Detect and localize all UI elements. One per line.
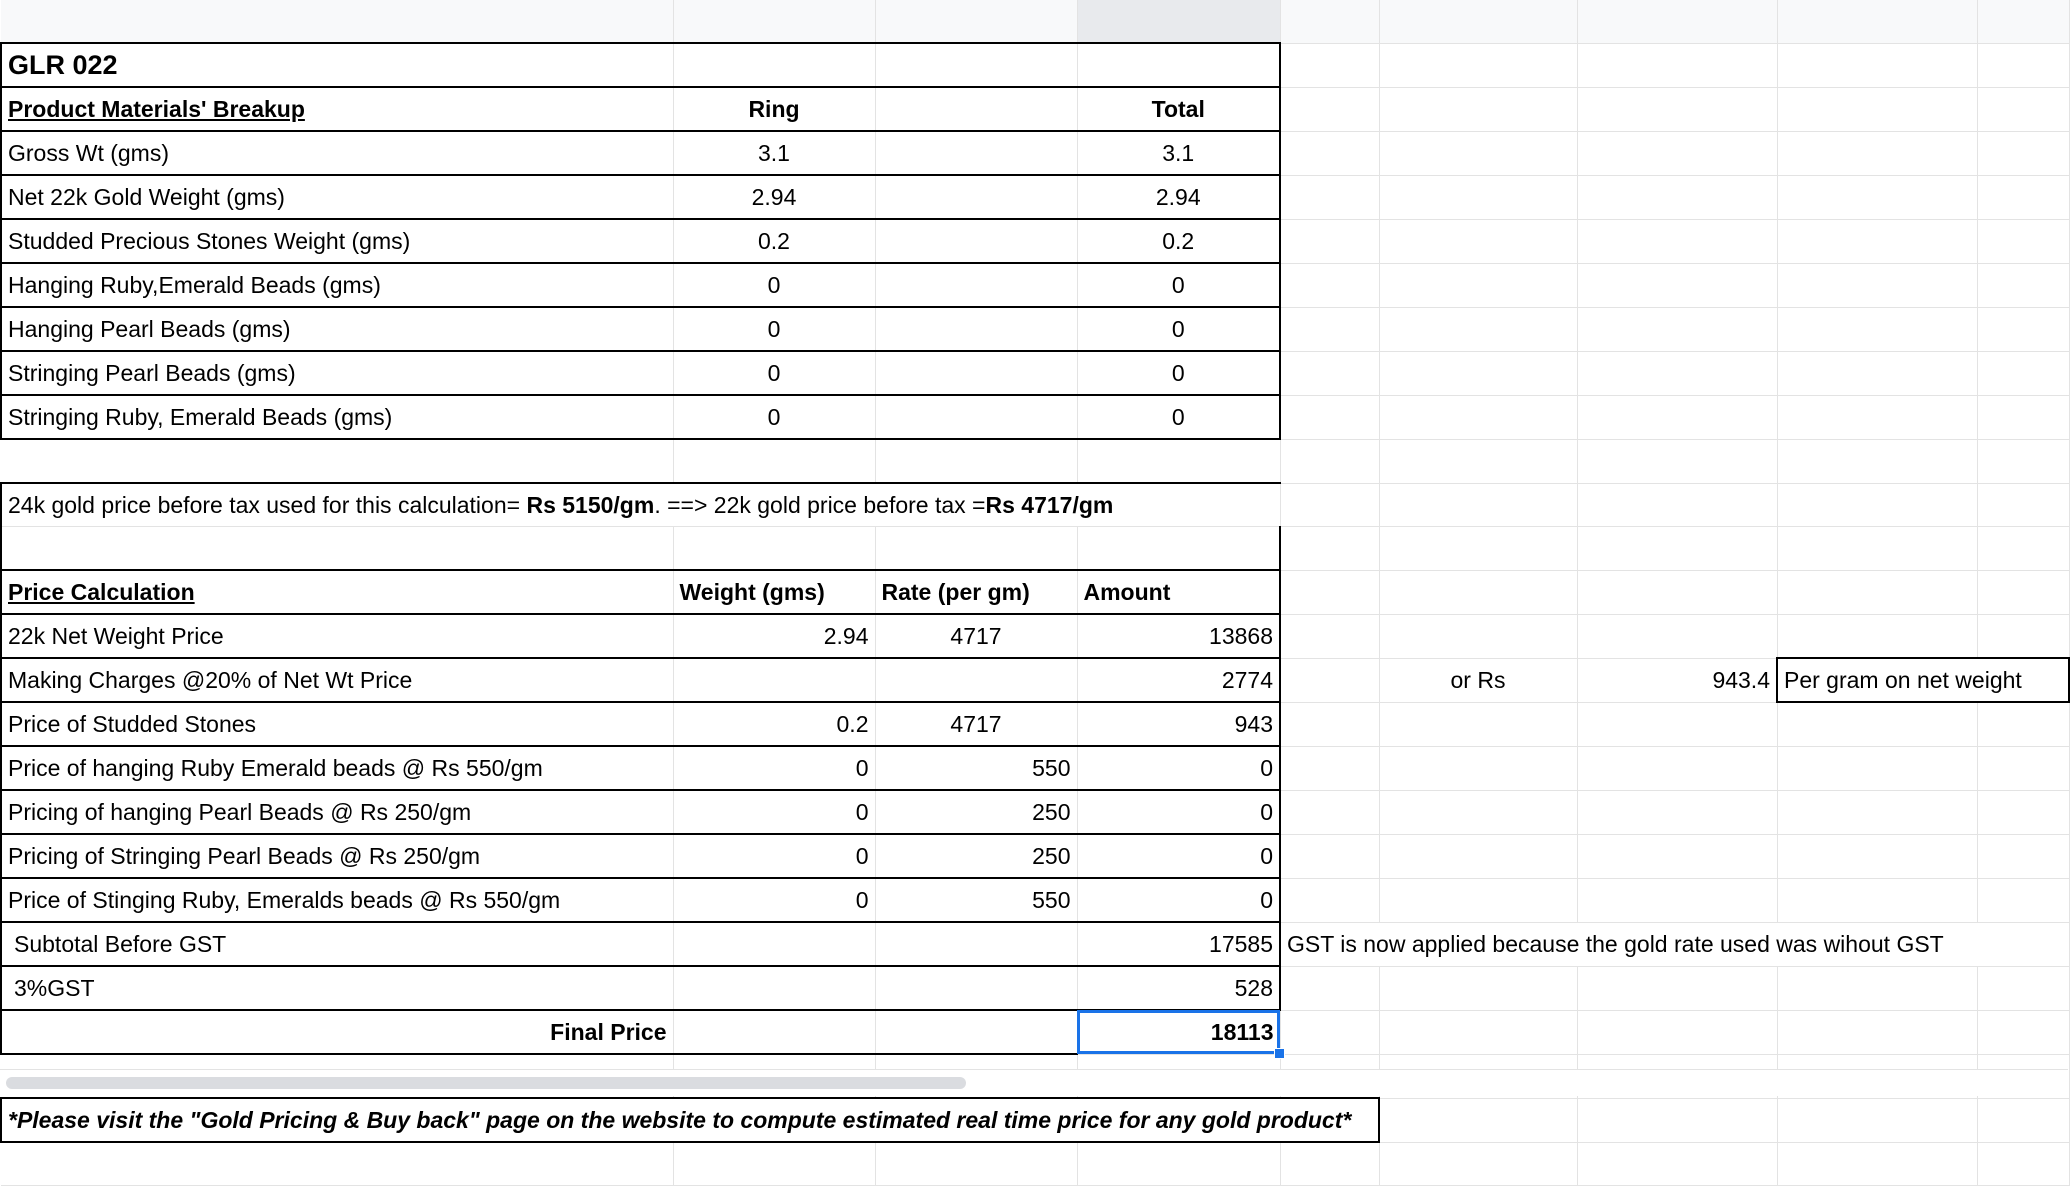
gst-label[interactable]: 3%GST [1,966,673,1010]
price-col-rate[interactable]: Rate (per gm) [875,570,1077,614]
cell-i[interactable] [1977,439,2069,483]
cell-f[interactable] [1379,483,1577,527]
column-header-a[interactable] [1,0,673,43]
cell-e[interactable] [1280,790,1379,834]
material-ring[interactable]: 0 [673,351,875,395]
cell-b[interactable] [673,1142,875,1186]
horizontal-scrollbar-thumb[interactable] [6,1077,966,1089]
cell-a[interactable] [1,527,673,571]
price-rate[interactable]: 4717 [875,614,1077,658]
cell-g[interactable] [1577,175,1777,219]
cell-g[interactable] [1577,439,1777,483]
rate-note-middle: . ==> 22k gold price before tax = [654,491,986,518]
cell-mh-g[interactable] [1577,87,1777,131]
cell-b[interactable] [673,527,875,571]
cell-f[interactable] [1379,1010,1577,1054]
cell-e[interactable] [1280,439,1379,483]
cell-e[interactable] [1280,966,1379,1010]
material-label[interactable]: Hanging Ruby,Emerald Beads (gms) [1,263,673,307]
cell-h[interactable] [1777,1098,1977,1142]
price-col-weight[interactable]: Weight (gms) [673,570,875,614]
cell-i[interactable] [1977,790,2069,834]
table-row[interactable] [1,351,2069,395]
cell-e[interactable] [1280,614,1379,658]
row-footer-note[interactable] [1,1098,2069,1142]
cell-b[interactable] [673,966,875,1010]
table-row[interactable] [1,614,2069,658]
price-rate[interactable] [875,658,1077,702]
cell-i[interactable] [1977,1010,2069,1054]
material-ring[interactable]: 2.94 [673,175,875,219]
material-label[interactable]: Net 22k Gold Weight (gms) [1,175,673,219]
footer-note[interactable]: *Please visit the "Gold Pricing & Buy back" page on the website to compute estimated real time price for any gold product* [1,1098,1379,1142]
cell-e[interactable] [1280,878,1379,922]
price-amount[interactable]: 2774 [1077,658,1280,702]
cell-e[interactable] [1280,483,1379,527]
cell-e[interactable] [1280,263,1379,307]
material-blank[interactable] [875,395,1077,439]
gst-amount[interactable]: 528 [1077,966,1280,1010]
price-label[interactable]: Pricing of hanging Pearl Beads @ Rs 250/gm [1,790,673,834]
material-label[interactable]: Stringing Pearl Beads (gms) [1,351,673,395]
gst-explanation-note[interactable]: GST is now applied because the gold rate used was wihout GST [1280,922,2069,966]
column-header-f[interactable] [1379,0,1577,43]
cell-title-e[interactable] [1280,43,1379,87]
table-row[interactable] [1,834,2069,878]
cell-c[interactable] [875,966,1077,1010]
rate-note-prefix: 24k gold price before tax used for this calculation= [8,491,527,518]
price-weight[interactable]: 2.94 [673,614,875,658]
cell-title-g[interactable] [1577,43,1777,87]
material-ring[interactable]: 3.1 [673,131,875,175]
table-row[interactable] [1,702,2069,746]
cell-g[interactable] [1577,483,1777,527]
table-row[interactable] [1,790,2069,834]
cell-f[interactable] [1379,395,1577,439]
cell-c[interactable] [875,1010,1077,1054]
table-row[interactable] [1,658,2069,702]
price-label[interactable]: Pricing of Stringing Pearl Beads @ Rs 250/gm [1,834,673,878]
cell-g[interactable] [1577,307,1777,351]
price-col-amount[interactable]: Amount [1077,570,1280,614]
cell-mh-f[interactable] [1379,87,1577,131]
price-weight[interactable] [673,658,875,702]
table-row[interactable] [1,878,2069,922]
price-label[interactable]: Making Charges @20% of Net Wt Price [1,658,673,702]
cell-c[interactable] [875,1142,1077,1186]
price-amount[interactable]: 0 [1077,746,1280,790]
document-title[interactable]: GLR 022 [1,43,673,87]
cell-e[interactable] [1280,1142,1379,1186]
cell-c[interactable] [875,439,1077,483]
cell-h[interactable] [1777,790,1977,834]
cell-i[interactable] [1977,834,2069,878]
cell-h[interactable] [1777,219,1977,263]
cell-h[interactable] [1777,834,1977,878]
price-amount[interactable]: 0 [1077,790,1280,834]
material-label[interactable]: Studded Precious Stones Weight (gms) [1,219,673,263]
price-amount[interactable]: 0 [1077,878,1280,922]
cell-a[interactable] [1,439,673,483]
cell-g[interactable] [1577,263,1777,307]
cell-e[interactable] [1280,175,1379,219]
cell-b[interactable] [673,439,875,483]
cell-e[interactable] [1280,307,1379,351]
material-ring[interactable]: 0 [673,307,875,351]
cell-i[interactable] [1977,263,2069,307]
cell-i[interactable] [1977,966,2069,1010]
row-spacer-2[interactable] [1,527,2069,571]
cell-h[interactable] [1777,439,1977,483]
cell-e[interactable] [1280,834,1379,878]
cell-f[interactable] [1379,527,1577,571]
materials-col-total[interactable]: Total [1077,87,1280,131]
material-blank[interactable] [875,263,1077,307]
material-total[interactable]: 2.94 [1077,175,1280,219]
cell-h[interactable] [1777,746,1977,790]
price-weight[interactable]: 0 [673,790,875,834]
cell-h[interactable] [1777,614,1977,658]
cell-title-h[interactable] [1777,43,1977,87]
cell-d[interactable] [1077,527,1280,571]
row-rate-note[interactable] [1,483,2069,527]
cell-g[interactable] [1577,966,1777,1010]
cell-e[interactable] [1280,658,1379,702]
cell-h[interactable] [1777,966,1977,1010]
final-price-label[interactable]: Final Price [1,1010,673,1054]
material-ring[interactable]: 0.2 [673,219,875,263]
row-spacer-1[interactable] [1,439,2069,483]
cell-f[interactable] [1379,878,1577,922]
cell-i[interactable] [1977,570,2069,614]
price-rate[interactable]: 550 [875,878,1077,922]
row-price-header[interactable] [1,570,2069,614]
cell-h[interactable] [1777,702,1977,746]
price-label[interactable]: 22k Net Weight Price [1,614,673,658]
cell-f[interactable] [1379,307,1577,351]
cell-h[interactable] [1777,131,1977,175]
material-label[interactable]: Stringing Ruby, Emerald Beads (gms) [1,395,673,439]
cell-f[interactable] [1379,1142,1577,1186]
cell-f[interactable] [1379,746,1577,790]
cell-i[interactable] [1977,175,2069,219]
cell-g[interactable] [1577,834,1777,878]
price-rate[interactable]: 250 [875,834,1077,878]
column-header-e[interactable] [1280,0,1379,43]
materials-col-ring[interactable]: Ring [673,87,875,131]
row-spacer-4[interactable] [1,1142,2069,1186]
cell-i[interactable] [1977,1098,2069,1142]
cell-h[interactable] [1777,1010,1977,1054]
material-blank[interactable] [875,175,1077,219]
cell-title-d[interactable] [1077,43,1280,87]
cell-f[interactable] [1379,263,1577,307]
cell-i[interactable] [1977,614,2069,658]
material-total[interactable]: 0 [1077,307,1280,351]
cell-h[interactable] [1777,307,1977,351]
cell-f[interactable] [1379,790,1577,834]
price-amount[interactable]: 943 [1077,702,1280,746]
cell-i[interactable] [1977,527,2069,571]
cell-title-i[interactable] [1977,43,2069,87]
cell-g[interactable] [1577,395,1777,439]
material-label[interactable]: Hanging Pearl Beads (gms) [1,307,673,351]
cell-f[interactable] [1379,219,1577,263]
cell-e[interactable] [1280,527,1379,571]
making-charges-or-rs-label[interactable]: or Rs [1379,658,1577,702]
material-total[interactable]: 0.2 [1077,219,1280,263]
cell-g[interactable] [1577,614,1777,658]
column-header-g[interactable] [1577,0,1777,43]
cell-i[interactable] [1977,702,2069,746]
cell-f[interactable] [1379,834,1577,878]
price-weight[interactable]: 0 [673,878,875,922]
cell-i[interactable] [1977,878,2069,922]
cell-g[interactable] [1577,1142,1777,1186]
cell-e[interactable] [1280,131,1379,175]
price-weight[interactable]: 0 [673,834,875,878]
cell-h[interactable] [1777,570,1977,614]
cell-h[interactable] [1777,263,1977,307]
price-section-title[interactable]: Price Calculation [1,570,673,614]
material-blank[interactable] [875,307,1077,351]
material-label[interactable]: Gross Wt (gms) [1,131,673,175]
cell-h[interactable] [1777,395,1977,439]
price-amount[interactable]: 13868 [1077,614,1280,658]
material-blank[interactable] [875,351,1077,395]
rate-22k-value: Rs 4717/gm [985,491,1114,518]
cell-f[interactable] [1379,131,1577,175]
cell-f[interactable] [1379,966,1577,1010]
material-total[interactable]: 0 [1077,351,1280,395]
subtotal-label[interactable]: Subtotal Before GST [1,922,673,966]
material-blank[interactable] [875,131,1077,175]
cell-title-f[interactable] [1379,43,1577,87]
horizontal-scrollbar[interactable] [0,1069,2068,1096]
price-amount[interactable]: 0 [1077,834,1280,878]
cell-mh-i[interactable] [1977,87,2069,131]
column-header-row[interactable] [1,0,2069,43]
price-label[interactable]: Price of Stinging Ruby, Emeralds beads @ Rs 550/gm [1,878,673,922]
cell-f[interactable] [1379,439,1577,483]
cell-f[interactable] [1379,1098,1577,1142]
cell-i[interactable] [1977,395,2069,439]
table-row[interactable] [1,175,2069,219]
cell-g[interactable] [1577,219,1777,263]
cell-e[interactable] [1280,351,1379,395]
cell-h[interactable] [1777,527,1977,571]
making-charges-per-gram-note[interactable]: Per gram on net weight [1777,658,2069,702]
row-materials-header[interactable] [1,87,2069,131]
making-charges-per-gram-value[interactable]: 943.4 [1577,658,1777,702]
cell-i[interactable] [1977,746,2069,790]
cell-i[interactable] [1977,351,2069,395]
column-header-b[interactable] [673,0,875,43]
table-row[interactable] [1,746,2069,790]
column-header-c[interactable] [875,0,1077,43]
material-total[interactable]: 3.1 [1077,131,1280,175]
cell-d[interactable] [1077,1142,1280,1186]
cell-h[interactable] [1777,175,1977,219]
rate-24k-value: Rs 5150/gm [526,491,655,518]
cell-g[interactable] [1577,746,1777,790]
table-row[interactable] [1,219,2069,263]
price-rate[interactable]: 250 [875,790,1077,834]
material-total[interactable]: 0 [1077,395,1280,439]
cell-e[interactable] [1280,1010,1379,1054]
cell-g[interactable] [1577,131,1777,175]
price-label[interactable]: Price of Studded Stones [1,702,673,746]
cell-d[interactable] [1077,439,1280,483]
price-rate[interactable]: 550 [875,746,1077,790]
row-gst[interactable] [1,966,2069,1010]
cell-f[interactable] [1379,614,1577,658]
row-subtotal[interactable] [1,922,2069,966]
cell-i[interactable] [1977,483,2069,527]
price-label[interactable]: Price of hanging Ruby Emerald beads @ Rs 550/gm [1,746,673,790]
cell-i[interactable] [1977,219,2069,263]
cell-f[interactable] [1379,702,1577,746]
cell-e[interactable] [1280,570,1379,614]
cell-g[interactable] [1577,570,1777,614]
cell-g[interactable] [1577,527,1777,571]
cell-h[interactable] [1777,351,1977,395]
cell-g[interactable] [1577,878,1777,922]
cell-g[interactable] [1577,1098,1777,1142]
cell-g[interactable] [1577,1010,1777,1054]
column-header-d-selected[interactable] [1077,0,1280,43]
cell-g[interactable] [1577,790,1777,834]
cell-h[interactable] [1777,878,1977,922]
column-header-h[interactable] [1777,0,1977,43]
cell-title-b[interactable] [673,43,875,87]
price-rate[interactable]: 4717 [875,702,1077,746]
cell-f[interactable] [1379,351,1577,395]
table-row[interactable] [1,131,2069,175]
cell-title-c[interactable] [875,43,1077,87]
cell-i[interactable] [1977,131,2069,175]
table-row[interactable] [1,263,2069,307]
material-ring[interactable]: 0 [673,395,875,439]
cell-b[interactable] [673,922,875,966]
price-weight[interactable]: 0.2 [673,702,875,746]
cell-i[interactable] [1977,307,2069,351]
gold-rate-note[interactable] [1,483,1280,527]
row-title[interactable] [1,43,2069,87]
cell-a[interactable] [1,1142,673,1186]
cell-e[interactable] [1280,395,1379,439]
cell-c[interactable] [875,922,1077,966]
cell-h[interactable] [1777,483,1977,527]
row-final-price[interactable] [1,1010,2069,1054]
cell-i[interactable] [1977,1142,2069,1186]
cell-mh-h[interactable] [1777,87,1977,131]
table-row[interactable] [1,307,2069,351]
material-ring[interactable]: 0 [673,263,875,307]
cell-g[interactable] [1577,351,1777,395]
cell-b[interactable] [673,1010,875,1054]
cell-e[interactable] [1280,219,1379,263]
cell-f[interactable] [1379,175,1577,219]
cell-c[interactable] [875,527,1077,571]
final-price-amount[interactable]: 18113 [1077,1010,1280,1054]
materials-col-blank[interactable] [875,87,1077,131]
cell-f[interactable] [1379,570,1577,614]
table-row[interactable] [1,395,2069,439]
cell-e[interactable] [1280,702,1379,746]
subtotal-amount[interactable]: 17585 [1077,922,1280,966]
material-blank[interactable] [875,219,1077,263]
cell-e[interactable] [1280,746,1379,790]
cell-h[interactable] [1777,1142,1977,1186]
column-header-i[interactable] [1977,0,2069,43]
price-weight[interactable]: 0 [673,746,875,790]
materials-section-title[interactable]: Product Materials' Breakup [1,87,673,131]
cell-mh-e[interactable] [1280,87,1379,131]
material-total[interactable]: 0 [1077,263,1280,307]
cell-g[interactable] [1577,702,1777,746]
